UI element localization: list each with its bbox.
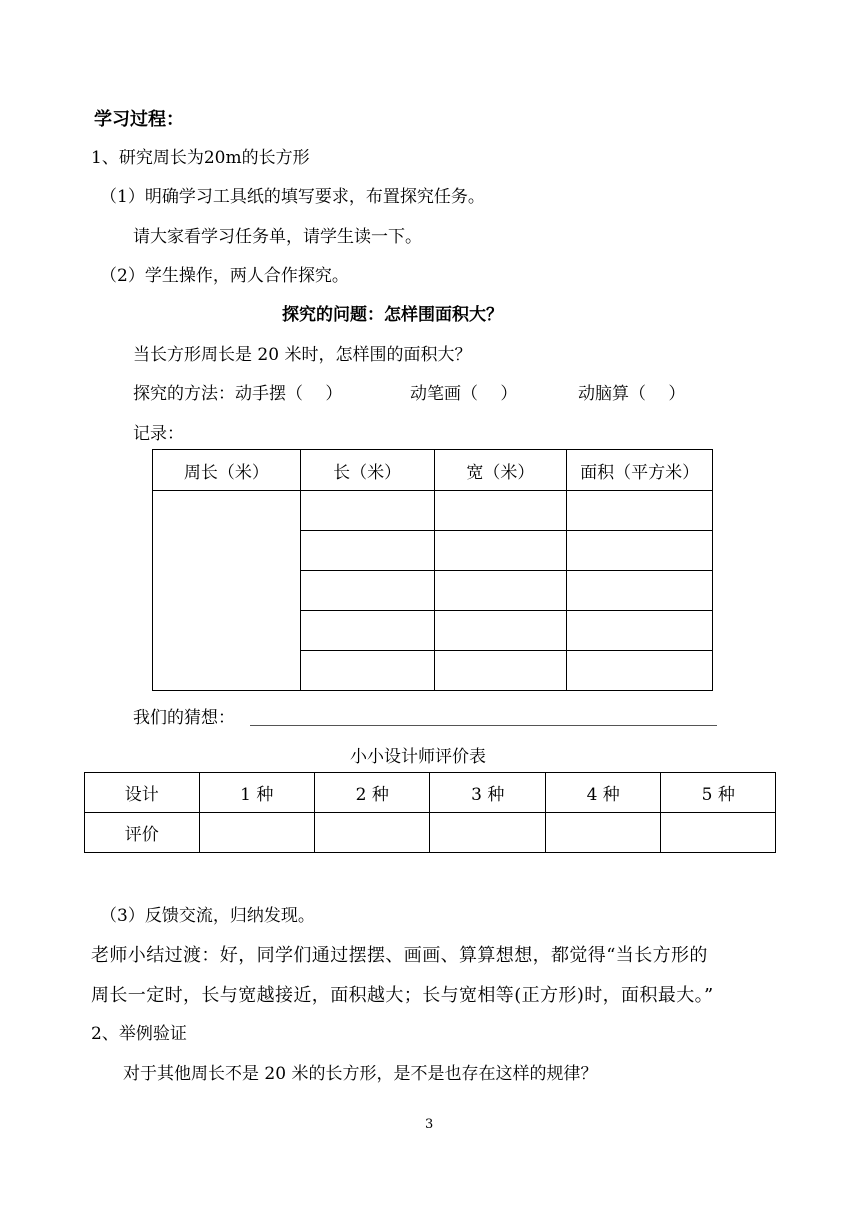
record-label: 记录： bbox=[133, 424, 184, 444]
eval-header-2: 2 种 bbox=[314, 773, 429, 813]
header-length: 长（米） bbox=[300, 450, 434, 491]
eval-header-3: 3 种 bbox=[430, 773, 545, 813]
eval-cell[interactable] bbox=[430, 813, 545, 853]
header-perimeter: 周长（米） bbox=[153, 450, 301, 491]
eval-header-design: 设计 bbox=[85, 773, 200, 813]
header-area: 面积（平方米） bbox=[567, 450, 713, 491]
perimeter-cell[interactable] bbox=[153, 491, 301, 691]
table-cell[interactable] bbox=[434, 611, 567, 651]
eval-header-4: 4 种 bbox=[545, 773, 660, 813]
record-table bbox=[152, 449, 713, 691]
table-cell[interactable] bbox=[300, 651, 434, 691]
table-cell[interactable] bbox=[300, 491, 434, 531]
question: 当长方形周长是 20 米时，怎样围的面积大？ bbox=[133, 345, 472, 365]
header-width: 宽（米） bbox=[434, 450, 567, 491]
eval-header-1: 1 种 bbox=[199, 773, 314, 813]
table-cell[interactable] bbox=[567, 571, 713, 611]
section-2-title: 2、举例验证 bbox=[91, 1024, 187, 1044]
method-calc: 动脑算（ ） bbox=[578, 384, 686, 404]
method-draw: 动笔画（ ） bbox=[410, 384, 518, 404]
eval-header-5: 5 种 bbox=[661, 773, 776, 813]
question-title: 探究的问题：怎样围面积大？ bbox=[282, 305, 503, 325]
table-cell[interactable] bbox=[567, 531, 713, 571]
table-cell[interactable] bbox=[567, 651, 713, 691]
table-cell[interactable] bbox=[434, 531, 567, 571]
step-3: （3）反馈交流，归纳发现。 bbox=[100, 906, 315, 926]
table-cell[interactable] bbox=[300, 531, 434, 571]
guess-label: 我们的猜想： bbox=[133, 708, 235, 728]
table-cell[interactable] bbox=[300, 571, 434, 611]
table-cell[interactable] bbox=[434, 491, 567, 531]
eval-cell[interactable] bbox=[545, 813, 660, 853]
step-1: （1）明确学习工具纸的填写要求，布置探究任务。 bbox=[100, 187, 485, 207]
table-cell[interactable] bbox=[434, 571, 567, 611]
eval-title: 小小设计师评价表 bbox=[350, 747, 486, 767]
table-cell[interactable] bbox=[434, 651, 567, 691]
table-cell[interactable] bbox=[567, 491, 713, 531]
eval-cell[interactable] bbox=[661, 813, 776, 853]
guess-input-line[interactable] bbox=[250, 725, 717, 726]
summary-line-1: 老师小结过渡：好，同学们通过摆摆、画画、算算想想，都觉得“当长方形的 bbox=[91, 945, 708, 966]
page-number: 3 bbox=[425, 1117, 434, 1132]
eval-cell[interactable] bbox=[314, 813, 429, 853]
method-label: 探究的方法：动手摆（ ） bbox=[133, 384, 343, 404]
summary-line-2: 周长一定时，长与宽越接近，面积越大；长与宽相等(正方形)时，面积最大。” bbox=[91, 985, 714, 1006]
eval-table bbox=[84, 772, 776, 853]
step-2: （2）学生操作，两人合作探究。 bbox=[100, 266, 349, 286]
section-2-text: 对于其他周长不是 20 米的长方形，是不是也存在这样的规律？ bbox=[123, 1064, 598, 1084]
table-cell[interactable] bbox=[300, 611, 434, 651]
eval-row-label: 评价 bbox=[85, 813, 200, 853]
eval-cell[interactable] bbox=[199, 813, 314, 853]
heading: 学习过程： bbox=[94, 109, 184, 130]
table-cell[interactable] bbox=[567, 611, 713, 651]
section-1-title: 1、研究周长为20m的长方形 bbox=[91, 148, 310, 168]
step-1-text: 请大家看学习任务单，请学生读一下。 bbox=[133, 227, 422, 247]
